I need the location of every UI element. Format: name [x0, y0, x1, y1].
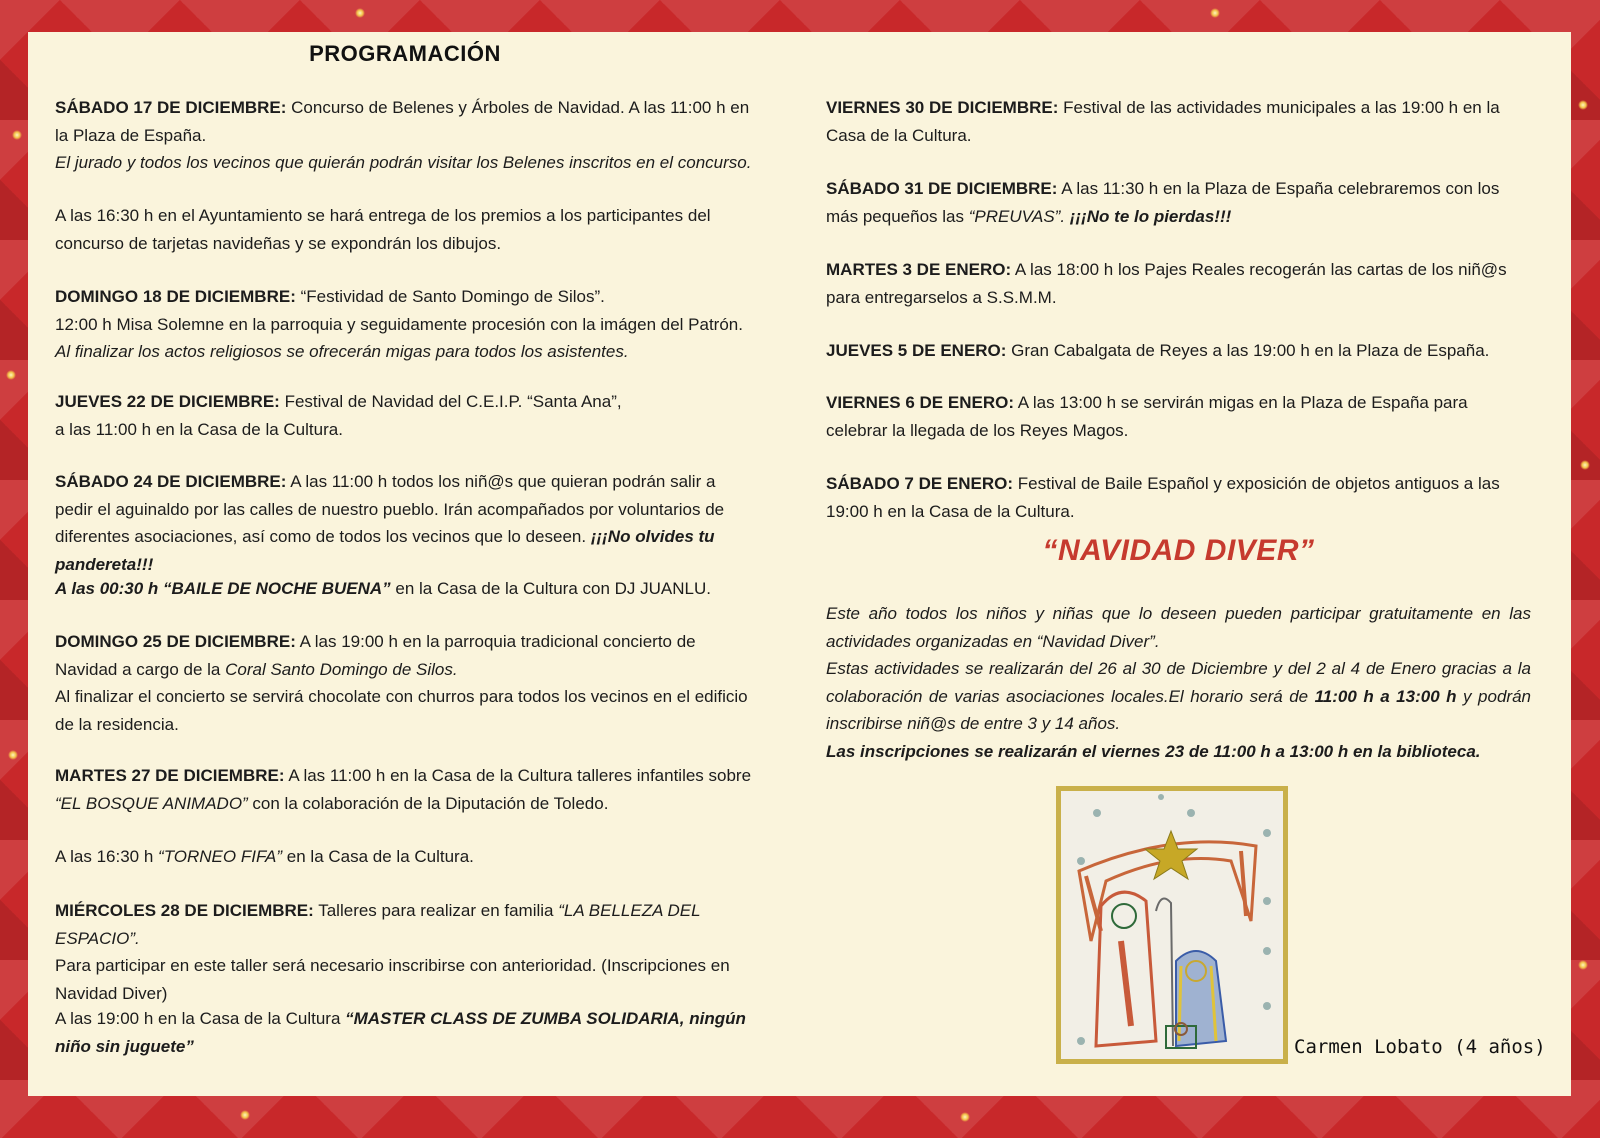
navidad-paragraph: [826, 655, 1531, 738]
event-entry: [55, 762, 755, 817]
event-text: en la Casa de la Cultura con DJ JUANLU.: [390, 579, 711, 598]
event-entry: [826, 389, 1531, 444]
sparkle-decoration: [355, 8, 365, 18]
event-date: MARTES 3 DE ENERO:: [826, 260, 1012, 279]
event-text: Concurso de Belenes y Árboles de Navidad. A las 11:00 h en la Plaza de España.: [55, 98, 750, 145]
event-date: SÁBADO 17 DE DICIEMBRE:: [55, 98, 287, 117]
event-date: VIERNES 6 DE ENERO:: [826, 393, 1014, 412]
event-note: Coral Santo Domingo de Silos.: [225, 659, 458, 679]
event-text: A las 19:00 h en la parroquia tradicional concierto de Navidad a cargo de la: [55, 632, 696, 679]
event-note: “LA BELLEZA DEL ESPACIO”.: [55, 901, 701, 948]
event-text: 12:00 h Misa Solemne en la parroquia y seguidamente procesión con la imágen del Patrón.: [55, 314, 743, 334]
navidad-hours: 11:00 h a 13:00 h: [1314, 686, 1457, 706]
nativity-drawing-image: [1061, 791, 1283, 1059]
sparkle-decoration: [240, 1110, 250, 1120]
event-entry: [55, 468, 755, 578]
event-highlight: “MASTER CLASS DE ZUMBA SOLIDARIA, ningún niño sin juguete”: [55, 1009, 746, 1056]
event-text: con la colaboración de la Diputación de Toledo.: [247, 793, 609, 813]
event-text: A las 19:00 h en la Casa de la Cultura: [55, 1009, 346, 1028]
event-date: MARTES 27 DE DICIEMBRE:: [55, 766, 285, 785]
event-entry: [55, 843, 755, 871]
event-date: JUEVES 22 DE DICIEMBRE:: [55, 392, 280, 411]
event-entry: [55, 575, 755, 603]
event-date: SÁBADO 24 DE DICIEMBRE:: [55, 472, 287, 491]
event-note: El jurado y todos los vecinos que quierán podrán visitar los Belenes inscritos en el concurso.: [55, 153, 752, 172]
event-date: MIÉRCOLES 28 DE DICIEMBRE:: [55, 901, 314, 920]
event-date: SÁBADO 7 DE ENERO:: [826, 474, 1014, 493]
page-title: PROGRAMACIÓN: [309, 41, 501, 66]
event-note: “PREUVAS”.: [968, 206, 1066, 226]
event-text: A las 18:00 h los Pajes Reales recogerán las cartas de los niñ@s para entregarselos a S.S.M.M.: [826, 260, 1507, 307]
navidad-diver-title: “NAVIDAD DIVER”: [1042, 534, 1315, 567]
event-text: “Festividad de Santo Domingo de Silos”.: [295, 287, 605, 306]
event-text: en la Casa de la Cultura.: [282, 847, 474, 866]
event-entry: [826, 94, 1531, 149]
sparkle-decoration: [1578, 100, 1588, 110]
event-note: Al finalizar los actos religiosos se ofrecerán migas para todos los asistentes.: [55, 342, 629, 361]
navidad-paragraph: Este año todos los niños y niñas que lo deseen pueden participar gratuitamente en las actividades organizadas en “Navidad Diver”.: [826, 604, 1531, 651]
event-entry: [826, 470, 1531, 525]
navidad-paragraph: [826, 738, 1531, 766]
event-text: A las 11:30 h en la Plaza de España celebraremos con los más pequeños las: [826, 179, 1500, 226]
sparkle-decoration: [1210, 8, 1220, 18]
child-drawing: [1056, 786, 1288, 1064]
event-date: JUEVES 5 DE ENERO:: [826, 341, 1007, 360]
sparkle-decoration: [6, 370, 16, 380]
navidad-text: y podrán inscribirse niñ@s de entre 3 y 14 años.: [826, 686, 1531, 733]
event-text: Al finalizar el concierto se servirá chocolate con churros para todos los vecinos en el edificio de la residencia.: [55, 687, 748, 734]
event-note: “TORNEO FIFA”: [158, 847, 283, 866]
event-note: “EL BOSQUE ANIMADO”: [55, 793, 248, 813]
event-highlight: A las 00:30 h “BAILE DE NOCHE BUENA”: [55, 579, 391, 598]
event-text: a las 11:00 h en la Casa de la Cultura.: [55, 419, 343, 439]
sparkle-decoration: [960, 1112, 970, 1122]
event-text: Para participar en este taller será necesario inscribirse con anterioridad. (Inscripciones en Navidad Diver): [55, 956, 730, 1003]
sparkle-decoration: [1578, 960, 1588, 970]
event-entry: [826, 175, 1531, 230]
event-entry: [55, 388, 755, 443]
event-text: Festival de las actividades municipales a las 19:00 h en la Casa de la Cultura.: [826, 98, 1500, 145]
event-highlight: ¡¡¡No te lo pierdas!!!: [1065, 206, 1232, 226]
event-text: Gran Cabalgata de Reyes a las 19:00 h en la Plaza de España.: [1006, 341, 1490, 360]
event-date: DOMINGO 18 DE DICIEMBRE:: [55, 287, 296, 306]
event-text: A las 11:00 h en la Casa de la Cultura talleres infantiles sobre: [284, 766, 752, 785]
sparkle-decoration: [8, 750, 18, 760]
event-text: A las 13:00 h se servirán migas en la Plaza de España para celebrar la llegada de los Reyes Magos.: [826, 393, 1468, 440]
event-date: SÁBADO 31 DE DICIEMBRE:: [826, 179, 1058, 198]
event-entry: [55, 283, 755, 366]
event-text: A las 11:00 h todos los niñ@s que quieran podrán salir a pedir el aguinaldo por las calles de nuestro pueblo. Irán acompañados por voluntarios de diferentes asociaciones, así como de todos los vecinos que lo deseen.: [55, 472, 725, 546]
event-date: DOMINGO 25 DE DICIEMBRE:: [55, 632, 296, 651]
event-highlight: ¡¡¡No olvides tu pandereta!!!: [55, 527, 715, 574]
event-entry: [55, 202, 755, 257]
content-panel: [28, 32, 1571, 1096]
navidad-diver-text: [826, 600, 1531, 765]
sparkle-decoration: [1580, 460, 1590, 470]
event-entry: [55, 94, 755, 177]
drawing-caption: Carmen Lobato (4 años): [1294, 1036, 1546, 1058]
event-text: A las 16:30 h: [55, 847, 159, 866]
sparkle-decoration: [12, 130, 22, 140]
event-entry: [55, 1005, 755, 1060]
event-text: Talleres para realizar en familia: [313, 901, 559, 920]
event-text: Festival de Navidad del C.E.I.P. “Santa Ana”,: [279, 392, 622, 411]
event-entry: [55, 897, 755, 1007]
event-entry: [55, 628, 755, 738]
navidad-text: Estas actividades se realizarán del 26 al 30 de Diciembre y del 2 al 4 de Enero gracias a la colaboración de varias asociaciones locales.El horario será de: [826, 659, 1531, 706]
event-text: A las 16:30 h en el Ayuntamiento se hará entrega de los premios a los participantes del concurso de tarjetas navideñas y se expondrán los dibujos.: [55, 206, 711, 253]
event-date: VIERNES 30 DE DICIEMBRE:: [826, 98, 1059, 117]
event-text: Festival de Baile Español y exposición de objetos antiguos a las 19:00 h en la Casa de la Cultura.: [826, 474, 1500, 521]
event-entry: [826, 256, 1531, 311]
navidad-registration: Las inscripciones se realizarán el viernes 23 de 11:00 h a 13:00 h en la biblioteca.: [826, 741, 1481, 761]
event-entry: [826, 337, 1531, 365]
